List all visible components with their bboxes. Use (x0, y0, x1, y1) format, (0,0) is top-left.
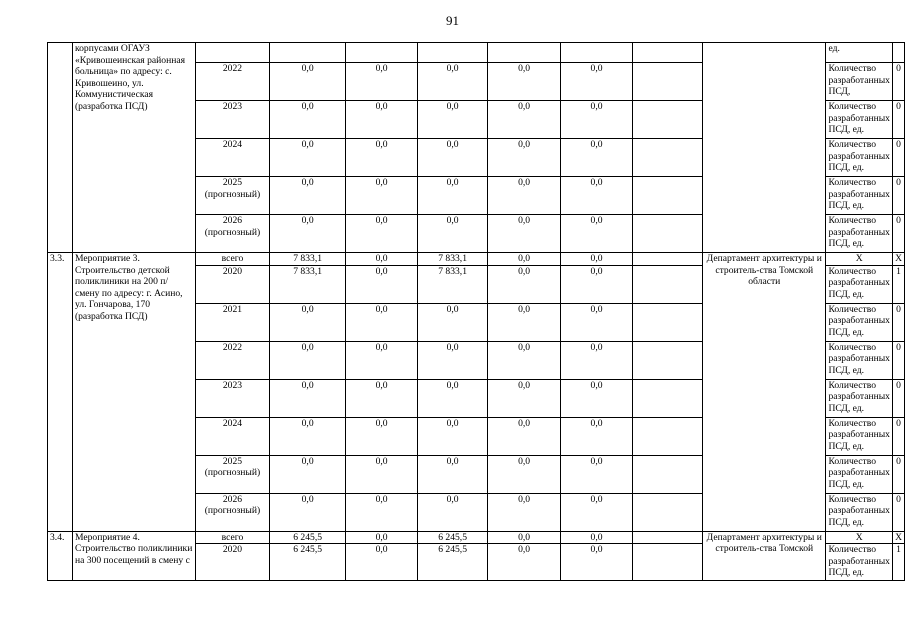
year-cell: 2023 (195, 379, 270, 417)
amount-cell: 0,0 (418, 63, 488, 101)
amount-cell (632, 265, 702, 303)
amount-cell: 0,0 (345, 341, 417, 379)
amount-cell: 7 833,1 (270, 253, 346, 266)
amount-cell: 0,0 (345, 379, 417, 417)
amount-cell: 0,0 (345, 544, 417, 581)
indicator-cell: Количество разработанных ПСД, (826, 63, 893, 101)
amount-cell: 0,0 (561, 379, 632, 417)
indicator-value: 0 (893, 341, 905, 379)
amount-cell: 0,0 (561, 493, 632, 531)
table-row (48, 531, 905, 544)
amount-cell: 0,0 (487, 177, 560, 215)
amount-cell: 7 833,1 (418, 253, 488, 266)
block-number (48, 43, 73, 253)
indicator-value: 0 (893, 303, 905, 341)
amount-cell: 0,0 (487, 417, 560, 455)
responsible-department: Департамент архитектуры и строитель-ства Томской (703, 531, 826, 581)
amount-cell: 0,0 (561, 531, 632, 544)
amount-cell: 0,0 (345, 101, 417, 139)
indicator-value: 0 (893, 215, 905, 253)
year-cell: 2022 (195, 341, 270, 379)
amount-cell: 0,0 (561, 215, 632, 253)
amount-cell: 0,0 (487, 303, 560, 341)
amount-cell: 0,0 (487, 253, 560, 266)
amount-cell: 0,0 (487, 101, 560, 139)
year-cell: всего (195, 253, 270, 266)
amount-cell: 0,0 (270, 493, 346, 531)
amount-cell (632, 341, 702, 379)
indicator-value: 1 (893, 265, 905, 303)
indicator-cell: Количество разработанных ПСД, ед. (826, 303, 893, 341)
amount-cell: 0,0 (418, 455, 488, 493)
amount-cell: 0,0 (418, 177, 488, 215)
amount-cell (632, 417, 702, 455)
amount-cell: 0,0 (270, 177, 346, 215)
amount-cell: 0,0 (561, 417, 632, 455)
amount-cell: 7 833,1 (270, 265, 346, 303)
amount-cell: 0,0 (270, 341, 346, 379)
year-cell: 2024 (195, 139, 270, 177)
amount-cell: 0,0 (418, 493, 488, 531)
amount-cell: 0,0 (561, 101, 632, 139)
amount-cell: 0,0 (270, 379, 346, 417)
amount-cell: 0,0 (345, 417, 417, 455)
amount-cell: 0,0 (561, 455, 632, 493)
amount-cell: 0,0 (270, 303, 346, 341)
indicator-value: 0 (893, 139, 905, 177)
year-cell: 2020 (195, 265, 270, 303)
amount-cell: 0,0 (487, 544, 560, 581)
amount-cell: 0,0 (345, 63, 417, 101)
indicator-cell: Количество разработанных ПСД, ед. (826, 455, 893, 493)
year-cell: 2025 (прогнозный) (195, 455, 270, 493)
amount-cell: 0,0 (487, 215, 560, 253)
amount-cell: 0,0 (418, 341, 488, 379)
indicator-value: 0 (893, 63, 905, 101)
amount-cell: 0,0 (345, 493, 417, 531)
indicator-cell: Количество разработанных ПСД, ед. (826, 544, 893, 581)
indicator-cell: Количество разработанных ПСД, ед. (826, 341, 893, 379)
indicator-value: 0 (893, 101, 905, 139)
amount-cell: 0,0 (487, 455, 560, 493)
indicator-cell: Х (826, 531, 893, 544)
year-cell: 2020 (195, 544, 270, 581)
amount-cell: 0,0 (345, 253, 417, 266)
responsible-department (703, 43, 826, 253)
indicator-cell: Количество разработанных ПСД, ед. (826, 493, 893, 531)
amount-cell (345, 43, 417, 63)
indicator-value: 0 (893, 177, 905, 215)
amount-cell (632, 253, 702, 266)
amount-cell (632, 493, 702, 531)
amount-cell: 0,0 (270, 215, 346, 253)
amount-cell: 0,0 (487, 493, 560, 531)
year-cell: 2024 (195, 417, 270, 455)
amount-cell (632, 544, 702, 581)
year-cell: всего (195, 531, 270, 544)
amount-cell (632, 139, 702, 177)
indicator-cell: ед. (826, 43, 893, 63)
indicator-cell: Количество разработанных ПСД, ед. (826, 139, 893, 177)
amount-cell (632, 531, 702, 544)
amount-cell: 0,0 (418, 215, 488, 253)
amount-cell (632, 215, 702, 253)
year-cell: 2026 (прогнозный) (195, 215, 270, 253)
year-cell: 2023 (195, 101, 270, 139)
indicator-cell: Количество разработанных ПСД, ед. (826, 177, 893, 215)
amount-cell: 6 245,5 (418, 531, 488, 544)
block-number: 3.4. (48, 531, 73, 581)
amount-cell (632, 455, 702, 493)
measure-title: корпусами ОГАУЗ «Кривошеинская районная больница» по адресу: с. Кривошеино, ул. Коммунистическая (разработка ПСД) (72, 43, 195, 253)
amount-cell: 0,0 (561, 177, 632, 215)
block-number: 3.3. (48, 253, 73, 532)
amount-cell (632, 43, 702, 63)
indicator-cell: Количество разработанных ПСД, ед. (826, 379, 893, 417)
responsible-department: Департамент архитектуры и строитель-ства Томской области (703, 253, 826, 532)
amount-cell: 0,0 (561, 63, 632, 101)
amount-cell: 0,0 (487, 341, 560, 379)
amount-cell: 0,0 (345, 139, 417, 177)
amount-cell: 6 245,5 (418, 544, 488, 581)
program-table (47, 42, 905, 581)
amount-cell: 0,0 (418, 101, 488, 139)
amount-cell: 6 245,5 (270, 531, 346, 544)
measure-title: Мероприятие 3. Строительство детской поликлиники на 200 п/смену по адресу: г. Асино, ул. Гончарова, 170 (разработка ПСД) (72, 253, 195, 532)
amount-cell: 0,0 (345, 265, 417, 303)
amount-cell: 0,0 (561, 341, 632, 379)
year-cell: 2022 (195, 63, 270, 101)
amount-cell: 0,0 (345, 177, 417, 215)
amount-cell: 0,0 (345, 455, 417, 493)
amount-cell: 0,0 (345, 215, 417, 253)
amount-cell: 0,0 (561, 253, 632, 266)
measure-title: Мероприятие 4. Строительство поликлиники на 300 посещений в смену с (72, 531, 195, 581)
amount-cell: 0,0 (270, 417, 346, 455)
amount-cell (632, 303, 702, 341)
amount-cell: 0,0 (345, 531, 417, 544)
amount-cell (561, 43, 632, 63)
indicator-cell: Количество разработанных ПСД, ед. (826, 101, 893, 139)
amount-cell: 0,0 (487, 531, 560, 544)
amount-cell: 6 245,5 (270, 544, 346, 581)
amount-cell: 0,0 (345, 303, 417, 341)
amount-cell: 0,0 (270, 101, 346, 139)
indicator-cell: Х (826, 253, 893, 266)
amount-cell: 0,0 (561, 265, 632, 303)
indicator-value: 0 (893, 379, 905, 417)
indicator-value (893, 43, 905, 63)
amount-cell (632, 379, 702, 417)
indicator-cell: Количество разработанных ПСД, ед. (826, 215, 893, 253)
amount-cell: 0,0 (270, 139, 346, 177)
year-cell: 2021 (195, 303, 270, 341)
amount-cell: 0,0 (418, 379, 488, 417)
year-cell: 2025 (прогнозный) (195, 177, 270, 215)
amount-cell: 0,0 (561, 303, 632, 341)
amount-cell: 0,0 (270, 455, 346, 493)
indicator-value: Х (893, 253, 905, 266)
amount-cell (632, 101, 702, 139)
amount-cell (632, 63, 702, 101)
indicator-value: 0 (893, 493, 905, 531)
indicator-cell: Количество разработанных ПСД, ед. (826, 417, 893, 455)
amount-cell: 0,0 (487, 265, 560, 303)
amount-cell (487, 43, 560, 63)
amount-cell: 0,0 (418, 303, 488, 341)
amount-cell (418, 43, 488, 63)
amount-cell: 0,0 (270, 63, 346, 101)
amount-cell: 0,0 (418, 417, 488, 455)
indicator-value: 0 (893, 455, 905, 493)
amount-cell: 0,0 (561, 139, 632, 177)
amount-cell: 7 833,1 (418, 265, 488, 303)
page-number: 91 (446, 13, 459, 28)
year-cell (195, 43, 270, 63)
amount-cell (270, 43, 346, 63)
indicator-cell: Количество разработанных ПСД, ед. (826, 265, 893, 303)
amount-cell: 0,0 (487, 139, 560, 177)
amount-cell: 0,0 (561, 544, 632, 581)
amount-cell: 0,0 (487, 63, 560, 101)
indicator-value: 0 (893, 417, 905, 455)
amount-cell: 0,0 (418, 139, 488, 177)
amount-cell (632, 177, 702, 215)
indicator-value: 1 (893, 544, 905, 581)
table-row (48, 253, 905, 266)
year-cell: 2026 (прогнозный) (195, 493, 270, 531)
amount-cell: 0,0 (487, 379, 560, 417)
table-row (48, 43, 905, 63)
indicator-value: Х (893, 531, 905, 544)
